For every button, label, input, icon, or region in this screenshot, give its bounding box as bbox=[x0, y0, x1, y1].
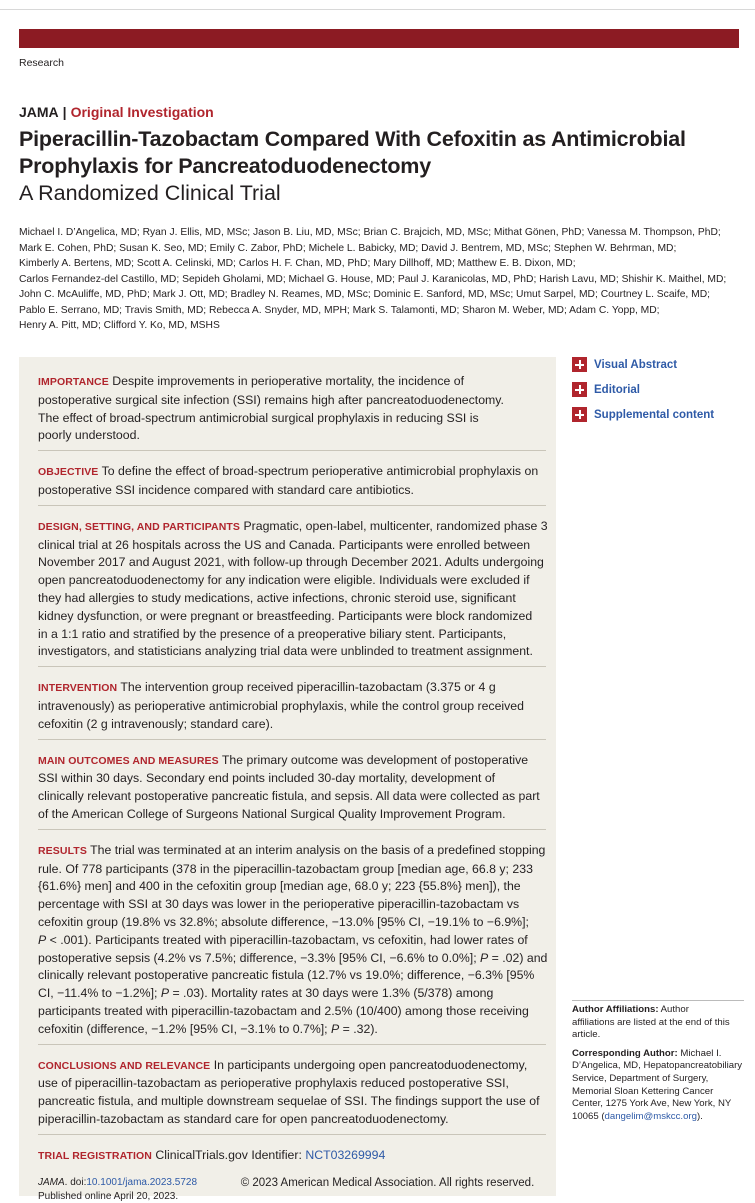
text-line: rule. Of 778 participants (378 in the piperacillin-tazobactam group [median age, 66.8 y; 233 bbox=[38, 861, 533, 876]
sidebar-item-label[interactable]: Editorial bbox=[594, 383, 641, 396]
p-value-label: P bbox=[38, 932, 47, 947]
article-type: Original Investigation bbox=[70, 104, 214, 120]
registration-heading: TRIAL REGISTRATION bbox=[38, 1149, 152, 1162]
text-line: clinically relevant postoperative pancreatic fistula, and sepsis. All data were collected as part bbox=[38, 789, 540, 804]
journal-name: JAMA bbox=[19, 104, 59, 120]
doi-link[interactable]: 10.1001/jama.2023.5728 bbox=[86, 1177, 198, 1189]
p-value-label: P bbox=[160, 986, 170, 1001]
text-line: To define the effect of broad-spectrum perioperative antimicrobial prophylaxis on bbox=[101, 464, 539, 479]
text-line: 10065 ( bbox=[572, 1110, 605, 1122]
text-line: piperacillin-tazobactam as standard care for open pancreatoduodenectomy. bbox=[38, 1111, 449, 1126]
text-line: In participants undergoing open pancreatoduodenectomy, bbox=[213, 1057, 528, 1072]
text-line: postoperative surgical site infection (SSI) remains high after pancreatoduodenectomy. bbox=[38, 392, 504, 407]
text-line: percentage with SSI at 30 days was lower in the perioperative piperacillin-tazobactam vs bbox=[38, 897, 520, 912]
text-line: November 2017 and August 2021, with follow-up through December 2021. Adults undergoing bbox=[38, 555, 544, 570]
text-line: cefoxitin (difference, −1.2% [95% CI, −3.1% to 0.7%]; bbox=[38, 1021, 332, 1036]
author-line: Kimberly A. Bertens, MD; Scott A. Celinski, MD; Carlos H. F. Chan, MD, PhD; Mary Dillhoff, MD; Matthew E. B. Dixon, MD; bbox=[19, 258, 576, 269]
text-line: open pancreatoduodenectomy for any indication were eligible. Individuals were excluded if bbox=[38, 573, 530, 588]
abstract-outcomes bbox=[38, 752, 546, 830]
sidebar-item-label[interactable]: Visual Abstract bbox=[594, 358, 678, 371]
text-line: Service, Department of Surgery, bbox=[572, 1072, 709, 1084]
text-line: article. bbox=[572, 1029, 601, 1041]
plus-icon bbox=[572, 407, 587, 422]
text-line: they had allergies to study medications, active infections, chronic steroid use, significant bbox=[38, 590, 516, 605]
citation-doi-prefix: . doi: bbox=[64, 1177, 87, 1189]
sidebar-item-label[interactable]: Supplemental content bbox=[594, 408, 715, 421]
author-line: John C. McAuliffe, MD, PhD; Mark J. Ott, MD; Bradley N. Reames, MD, MSc; Dominic E. Sanford, MD, MSc; Umut Sarpel, MD; Courtney L. Scaife, MD; bbox=[19, 289, 711, 300]
author-list bbox=[19, 225, 744, 334]
email-link[interactable]: dangelim@mskcc.org bbox=[604, 1110, 697, 1122]
author-line: Henry A. Pitt, MD; Clifford Y. Ko, MD, MSHS bbox=[19, 320, 220, 331]
text-line: Pragmatic, open-label, multicenter, randomized phase 3 bbox=[243, 518, 548, 533]
affiliations-label: Author Affiliations: bbox=[572, 1004, 659, 1015]
text-line: Memorial Sloan Kettering Cancer bbox=[572, 1085, 714, 1097]
results-heading: RESULTS bbox=[38, 844, 87, 857]
section-label: Research bbox=[19, 57, 64, 69]
plus-icon bbox=[572, 382, 587, 397]
sidebar-item-visual-abstract[interactable] bbox=[572, 352, 742, 377]
text-line: = .32). bbox=[339, 1021, 378, 1036]
text-line: poorly understood. bbox=[38, 428, 140, 443]
text-line: of the American College of Surgeons National Surgical Quality Improvement Program. bbox=[38, 806, 506, 821]
text-line: Despite improvements in perioperative mortality, the incidence of bbox=[112, 374, 464, 388]
text-line: SSI within 30 days. Secondary end points included 30-day mortality, development of bbox=[38, 771, 496, 786]
abstract-box bbox=[19, 357, 556, 1202]
top-divider bbox=[0, 9, 755, 10]
text-line: CI, −11.4% to −1.2%]; bbox=[38, 986, 161, 1001]
sidebar-item-editorial[interactable] bbox=[572, 377, 742, 402]
abstract-objective bbox=[38, 463, 546, 506]
text-line: The trial was terminated at an interim analysis on the basis of a predefined stopping bbox=[90, 842, 546, 857]
text-line: cefoxitin (2 g intravenously; standard care). bbox=[38, 716, 274, 731]
objective-heading: OBJECTIVE bbox=[38, 466, 99, 479]
corresponding-label: Corresponding Author: bbox=[572, 1047, 678, 1059]
text-line: cefoxitin group (19.8% vs 32.8%; absolute difference, −13.0% [95% CI, −19.1% to −6.9%]; bbox=[38, 914, 529, 929]
author-affiliations bbox=[572, 1000, 744, 1129]
text-line: Michael I. bbox=[680, 1047, 722, 1059]
text-line: intravenously) as perioperative antimicrobial prophylaxis, while the control group received bbox=[38, 698, 524, 713]
registration-text: ClinicalTrials.gov Identifier: bbox=[155, 1147, 306, 1162]
text-line: = .02) and bbox=[488, 950, 548, 965]
author-line: Mark E. Cohen, PhD; Susan K. Seo, MD; Emily C. Zabor, PhD; Michele L. Babicky, MD; David J. Bentrem, MD, MSc; Stephen W. Behrman, MD; bbox=[19, 242, 677, 254]
text-line: kidney dysfunction, or were pregnant or breastfeeding. Participants were block randomized bbox=[38, 608, 533, 623]
text-line: {61.6%} men] and 400 in the cefoxitin group [median age, 68.0 y; 223 {55.8%} men]), the bbox=[38, 879, 521, 894]
abstract-design bbox=[38, 518, 546, 667]
text-line: The intervention group received piperacillin-tazobactam (3.375 or 4 g bbox=[120, 680, 496, 695]
text-line: in a 1:1 ratio and stratified by the presence of a preoperative biliary stent. Participants, bbox=[38, 626, 507, 641]
copyright-text: © 2023 American Medical Association. All rights reserved. bbox=[240, 1177, 535, 1189]
text-line: The primary outcome was development of postoperative bbox=[221, 752, 529, 767]
text-line: The effect of broad-spectrum antimicrobial surgical prophylaxis in reducing SSI is bbox=[38, 410, 479, 425]
text-line: affiliations are listed at the end of this bbox=[572, 1016, 730, 1028]
design-heading: DESIGN, SETTING, AND PARTICIPANTS bbox=[38, 520, 241, 533]
plus-icon bbox=[572, 357, 587, 372]
p-value-label: P bbox=[480, 950, 489, 965]
outcomes-heading: MAIN OUTCOMES AND MEASURES bbox=[38, 754, 219, 767]
text-line: < .001). Participants treated with piperacillin-tazobactam, vs cefoxitin, had lower rates of bbox=[46, 932, 528, 947]
text-line: clinically relevant postoperative pancreatic fistula (12.7% vs 19.0%; difference, −6.3% [95% bbox=[38, 968, 535, 983]
copyright bbox=[19, 1177, 556, 1189]
text-line: investigators, and statisticians analyzing trial data were unblinded to treatment assignment. bbox=[38, 644, 533, 659]
author-line: Pablo E. Serrano, MD; Travis Smith, MD; Rebecca A. Snyder, MD, MPH; Mark S. Talamonti, MD; Sharon M. Weber, MD; Adam C. Yopp, MD; bbox=[19, 304, 660, 316]
intervention-heading: INTERVENTION bbox=[38, 682, 118, 695]
text-line: postoperative SSI incidence compared with standard care antibiotics. bbox=[38, 482, 414, 497]
author-line: Carlos Fernandez-del Castillo, MD; Sepideh Gholami, MD; Michael G. House, MD; Paul J. Karanicolas, MD, PhD; Harish Lavu, MD; Shishir K. Maithel, MD; bbox=[19, 273, 727, 285]
abstract-conclusions bbox=[38, 1057, 546, 1135]
sidebar bbox=[572, 352, 742, 427]
text-line: = .03). Mortality rates at 30 days were 1.3% (5/378) among bbox=[169, 986, 494, 1001]
abstract-importance bbox=[38, 373, 546, 451]
trial-id-link[interactable]: NCT03269994 bbox=[305, 1147, 386, 1162]
header-bar bbox=[19, 29, 739, 48]
journal-line bbox=[19, 104, 214, 121]
text-line: postoperative sepsis (4.2% vs 7.5%; difference, −3.3% [95% CI, −6.6% to 0.0%]; bbox=[38, 950, 481, 965]
article-subtitle: A Randomized Clinical Trial bbox=[19, 181, 281, 205]
text-line: Center, 1275 York Ave, New York, NY bbox=[572, 1098, 732, 1110]
abstract-intervention bbox=[38, 679, 546, 739]
corresponding-author bbox=[572, 1048, 744, 1124]
p-value-label: P bbox=[331, 1021, 340, 1036]
author-line: Michael I. D’Angelica, MD; Ryan J. Ellis, MD, MSc; Jason B. Liu, MD, MSc; Brian C. Brajcich, MD, MSc; Mithat Gönen, PhD; Vanessa M. Thompson, PhD; bbox=[19, 227, 721, 238]
article-title: Piperacillin-Tazobactam Compared With Cefoxitin as Antimicrobial Prophylaxis for Pancreatoduodenectomy bbox=[19, 127, 686, 178]
text-line: participants treated with piperacillin-tazobactam and 2.5% (10/400) among those receiving bbox=[38, 1003, 529, 1018]
publication-date: Published online April 20, 2023. bbox=[38, 1190, 179, 1202]
text-line: ). bbox=[696, 1110, 703, 1122]
text-line: Author bbox=[660, 1004, 689, 1015]
importance-heading: IMPORTANCE bbox=[38, 376, 109, 388]
conclusions-heading: CONCLUSIONS AND RELEVANCE bbox=[38, 1059, 211, 1072]
text-line: clinical trial at 26 hospitals across the US and Canada. Participants were enrolled between bbox=[38, 537, 531, 552]
text-line: D’Angelica, MD, Hepatopancreatobiliary bbox=[572, 1060, 743, 1072]
citation-journal: JAMA bbox=[38, 1177, 65, 1189]
journal-separator: | bbox=[62, 104, 67, 120]
text-line: use of piperacillin-tazobactam as perioperative prophylaxis reduced postoperative SSI, bbox=[38, 1076, 509, 1091]
abstract-results bbox=[38, 842, 546, 1045]
affiliations-note bbox=[572, 1004, 744, 1042]
sidebar-item-supplemental[interactable] bbox=[572, 402, 742, 427]
text-line: pancreatic fistula, and multiple downstream sequelae of SSI. The findings support the use of bbox=[38, 1094, 540, 1109]
abstract-registration bbox=[38, 1147, 546, 1171]
